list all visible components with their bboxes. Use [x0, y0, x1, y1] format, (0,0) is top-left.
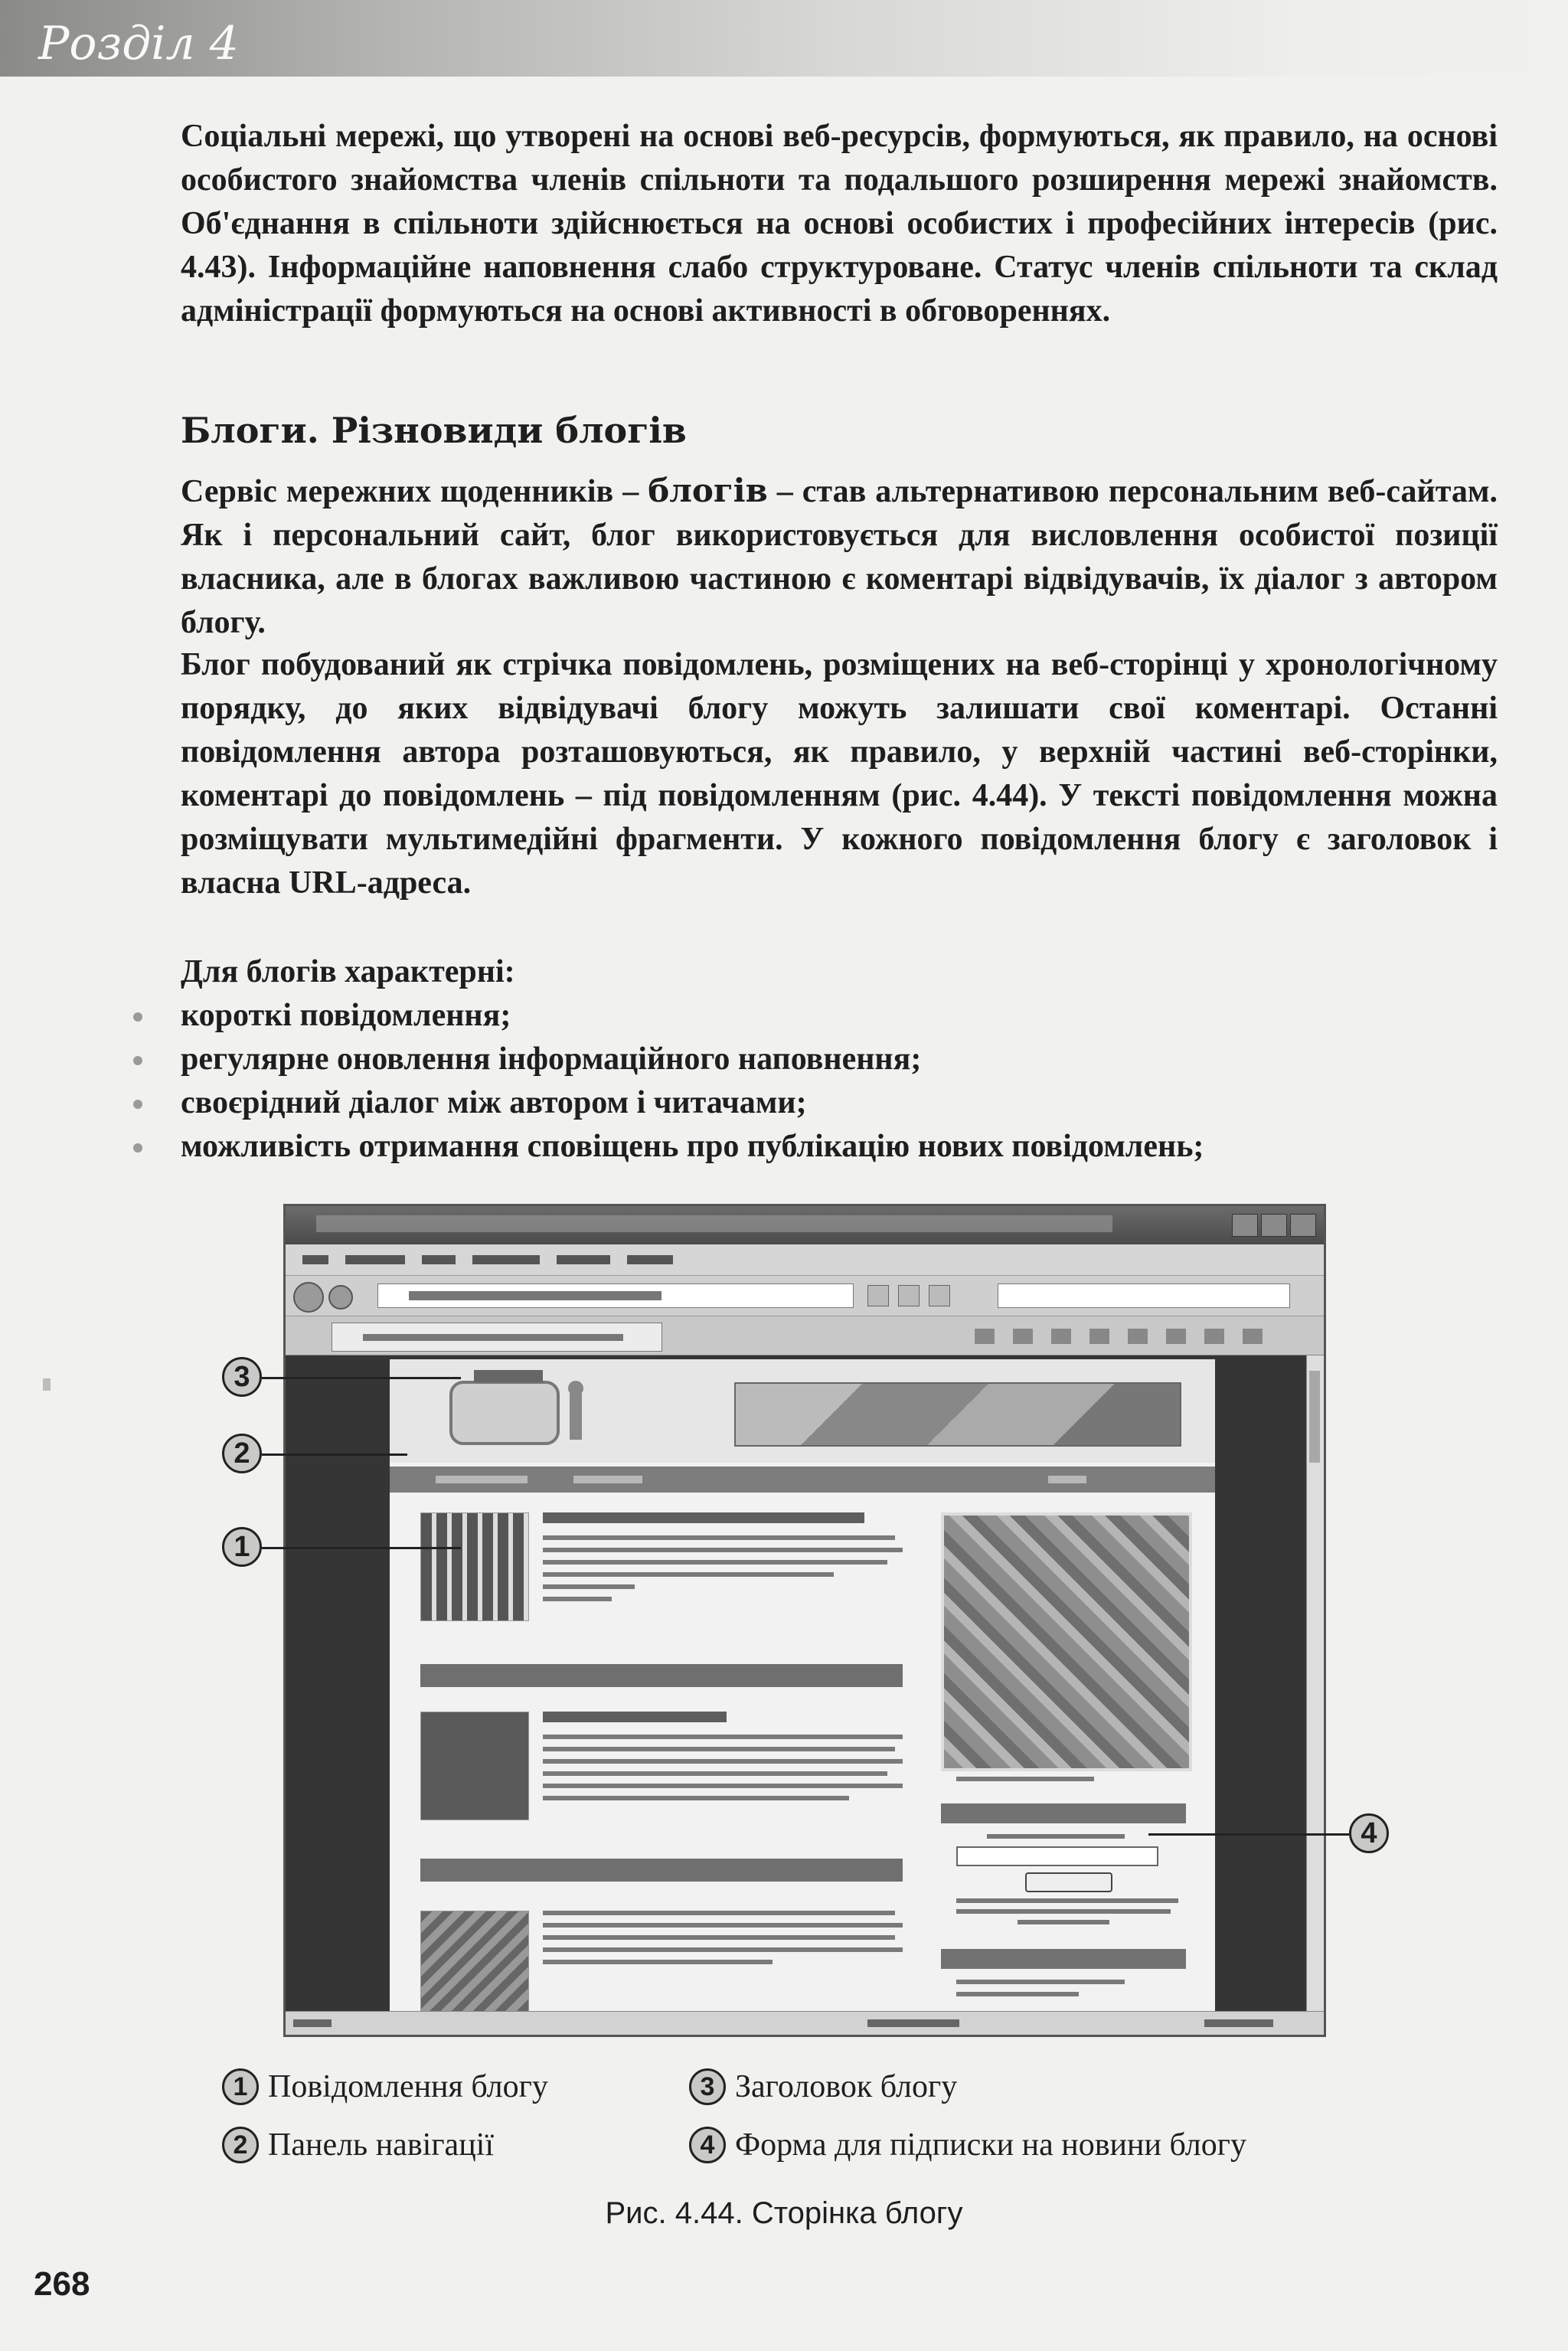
go-icon [867, 1285, 889, 1306]
legend-number: 1 [222, 2068, 259, 2105]
paragraph-text: що утворені на основі веб-ресурсів, формуються, як правило, на основі особистого знайомства членів спільноти та подальшого розширення мережі знайомств. Об'єднання в спільноти здійснюється на основі особистих і професійних інтересів (рис. 4.43). Інформаційне наповнення слабо структуроване. Статус членів спільноти та склад адміністрації формуються на основі активності в обговореннях. [181, 119, 1498, 329]
section-heading: Блоги. Різновиди блогів [181, 410, 687, 451]
legend-item [222, 2126, 494, 2164]
paragraph-blogs-intro [181, 469, 1498, 645]
callout-leader [262, 1453, 407, 1456]
callout-leader [1148, 1833, 1349, 1836]
paragraph-social-networks [181, 115, 1498, 333]
browser-menubar [286, 1244, 1324, 1276]
minimize-icon [1232, 1214, 1258, 1237]
callout-3: 3 [222, 1357, 262, 1397]
blog-banner [734, 1382, 1181, 1447]
paragraph-blog-features-intro: Для блогів характерні: [181, 954, 515, 989]
list-item: короткі повідомлення; [181, 994, 1528, 1038]
post-separator [420, 1859, 903, 1882]
blog-logo [443, 1367, 612, 1451]
refresh-icon [898, 1285, 920, 1306]
legend-item [689, 2126, 1246, 2164]
blog-post [420, 1911, 910, 2018]
blog-features-list [181, 994, 1528, 1169]
legend-label: Форма для підписки на новини блогу [735, 2127, 1246, 2163]
blog-post [420, 1712, 910, 1849]
browser-scrollbar [1306, 1355, 1324, 2014]
margin-mark [43, 1378, 51, 1391]
sidebar-photo [941, 1512, 1192, 1771]
browser-statusbar [286, 2011, 1324, 2035]
list-item: своєрідний діалог між автором і читачами; [181, 1081, 1528, 1125]
blog-post [420, 1512, 910, 1650]
paragraph-blog-structure: Блог побудований як стрічка повідомлень, розміщених на веб-сторінці у хронологічному порядку, до яких відвідувачі блогу можуть залишати свої коментарі. Останні повідомлення автора розташовуються, як правило, у верхній частині веб-сторінки, коментарі до повідомлень – під повідомленням (рис. 4.44). У тексті повідомлення можна розміщувати мультимедійні фрагменти. У кожного повідомлення блогу є заголовок і власна URL-адреса. [181, 647, 1498, 901]
section-label: Розділ 4 [38, 17, 239, 70]
callout-2: 2 [222, 1434, 262, 1473]
stop-icon [929, 1285, 950, 1306]
blog-header [390, 1359, 1215, 1463]
window-controls [1229, 1214, 1316, 1241]
post-thumbnail [420, 1911, 529, 2019]
browser-tab [332, 1323, 662, 1352]
term-social-networks: Соціальні мережі, [181, 119, 444, 154]
maximize-icon [1261, 1214, 1287, 1237]
legend-label: Панель навігації [268, 2127, 495, 2163]
callout-4: 4 [1349, 1813, 1389, 1853]
list-item: можливість отримання сповіщень про публікацію нових повідомлень; [181, 1125, 1528, 1169]
browser-address-bar [286, 1276, 1324, 1316]
legend-number: 2 [222, 2127, 259, 2163]
figure-caption: Рис. 4.44. Сторінка блогу [605, 2196, 963, 2230]
list-item: регулярне оновлення інформаційного наповнення; [181, 1038, 1528, 1081]
search-field [998, 1283, 1290, 1308]
callout-leader [262, 1377, 461, 1379]
legend-number: 3 [689, 2068, 726, 2105]
back-icon [293, 1282, 324, 1313]
callout-leader [262, 1547, 461, 1549]
legend-label: Заголовок блогу [735, 2069, 958, 2104]
blog-screenshot [283, 1204, 1326, 2037]
window-title [316, 1215, 1112, 1232]
legend-item [222, 2068, 548, 2106]
url-field [377, 1283, 854, 1308]
browser-tabbar [286, 1316, 1324, 1355]
post-title [543, 1512, 864, 1523]
term-blogs: блогів [648, 472, 768, 509]
blog-navigation-bar [390, 1467, 1215, 1493]
subscribe-button [1025, 1872, 1112, 1892]
close-icon [1290, 1214, 1316, 1237]
window-titlebar [286, 1206, 1324, 1244]
paragraph-text: – став альтернативою персональним веб-сайтам. Як і персональний сайт, блог використовується для висловлення особистої позиції власника, але в блогах важливою частиною є коментарі відвідувачів, їх діалог з автором блогу. [181, 474, 1498, 640]
blog-sidebar [941, 1512, 1186, 2018]
post-thumbnail [420, 1512, 529, 1621]
legend-item [689, 2068, 957, 2106]
post-separator [420, 1664, 903, 1687]
post-thumbnail [420, 1712, 529, 1820]
forward-icon [328, 1285, 353, 1310]
page-number: 268 [34, 2265, 90, 2303]
sidebar-heading-bar [941, 1803, 1186, 1823]
callout-1: 1 [222, 1527, 262, 1567]
post-title [543, 1712, 727, 1722]
paragraph-text: Сервіс мережних щоденників – [181, 474, 648, 509]
blog-page [390, 1359, 1215, 2018]
subscribe-email-field [956, 1846, 1158, 1866]
sidebar-heading-bar [941, 1949, 1186, 1969]
legend-label: Повідомлення блогу [268, 2069, 548, 2104]
legend-number: 4 [689, 2127, 726, 2163]
